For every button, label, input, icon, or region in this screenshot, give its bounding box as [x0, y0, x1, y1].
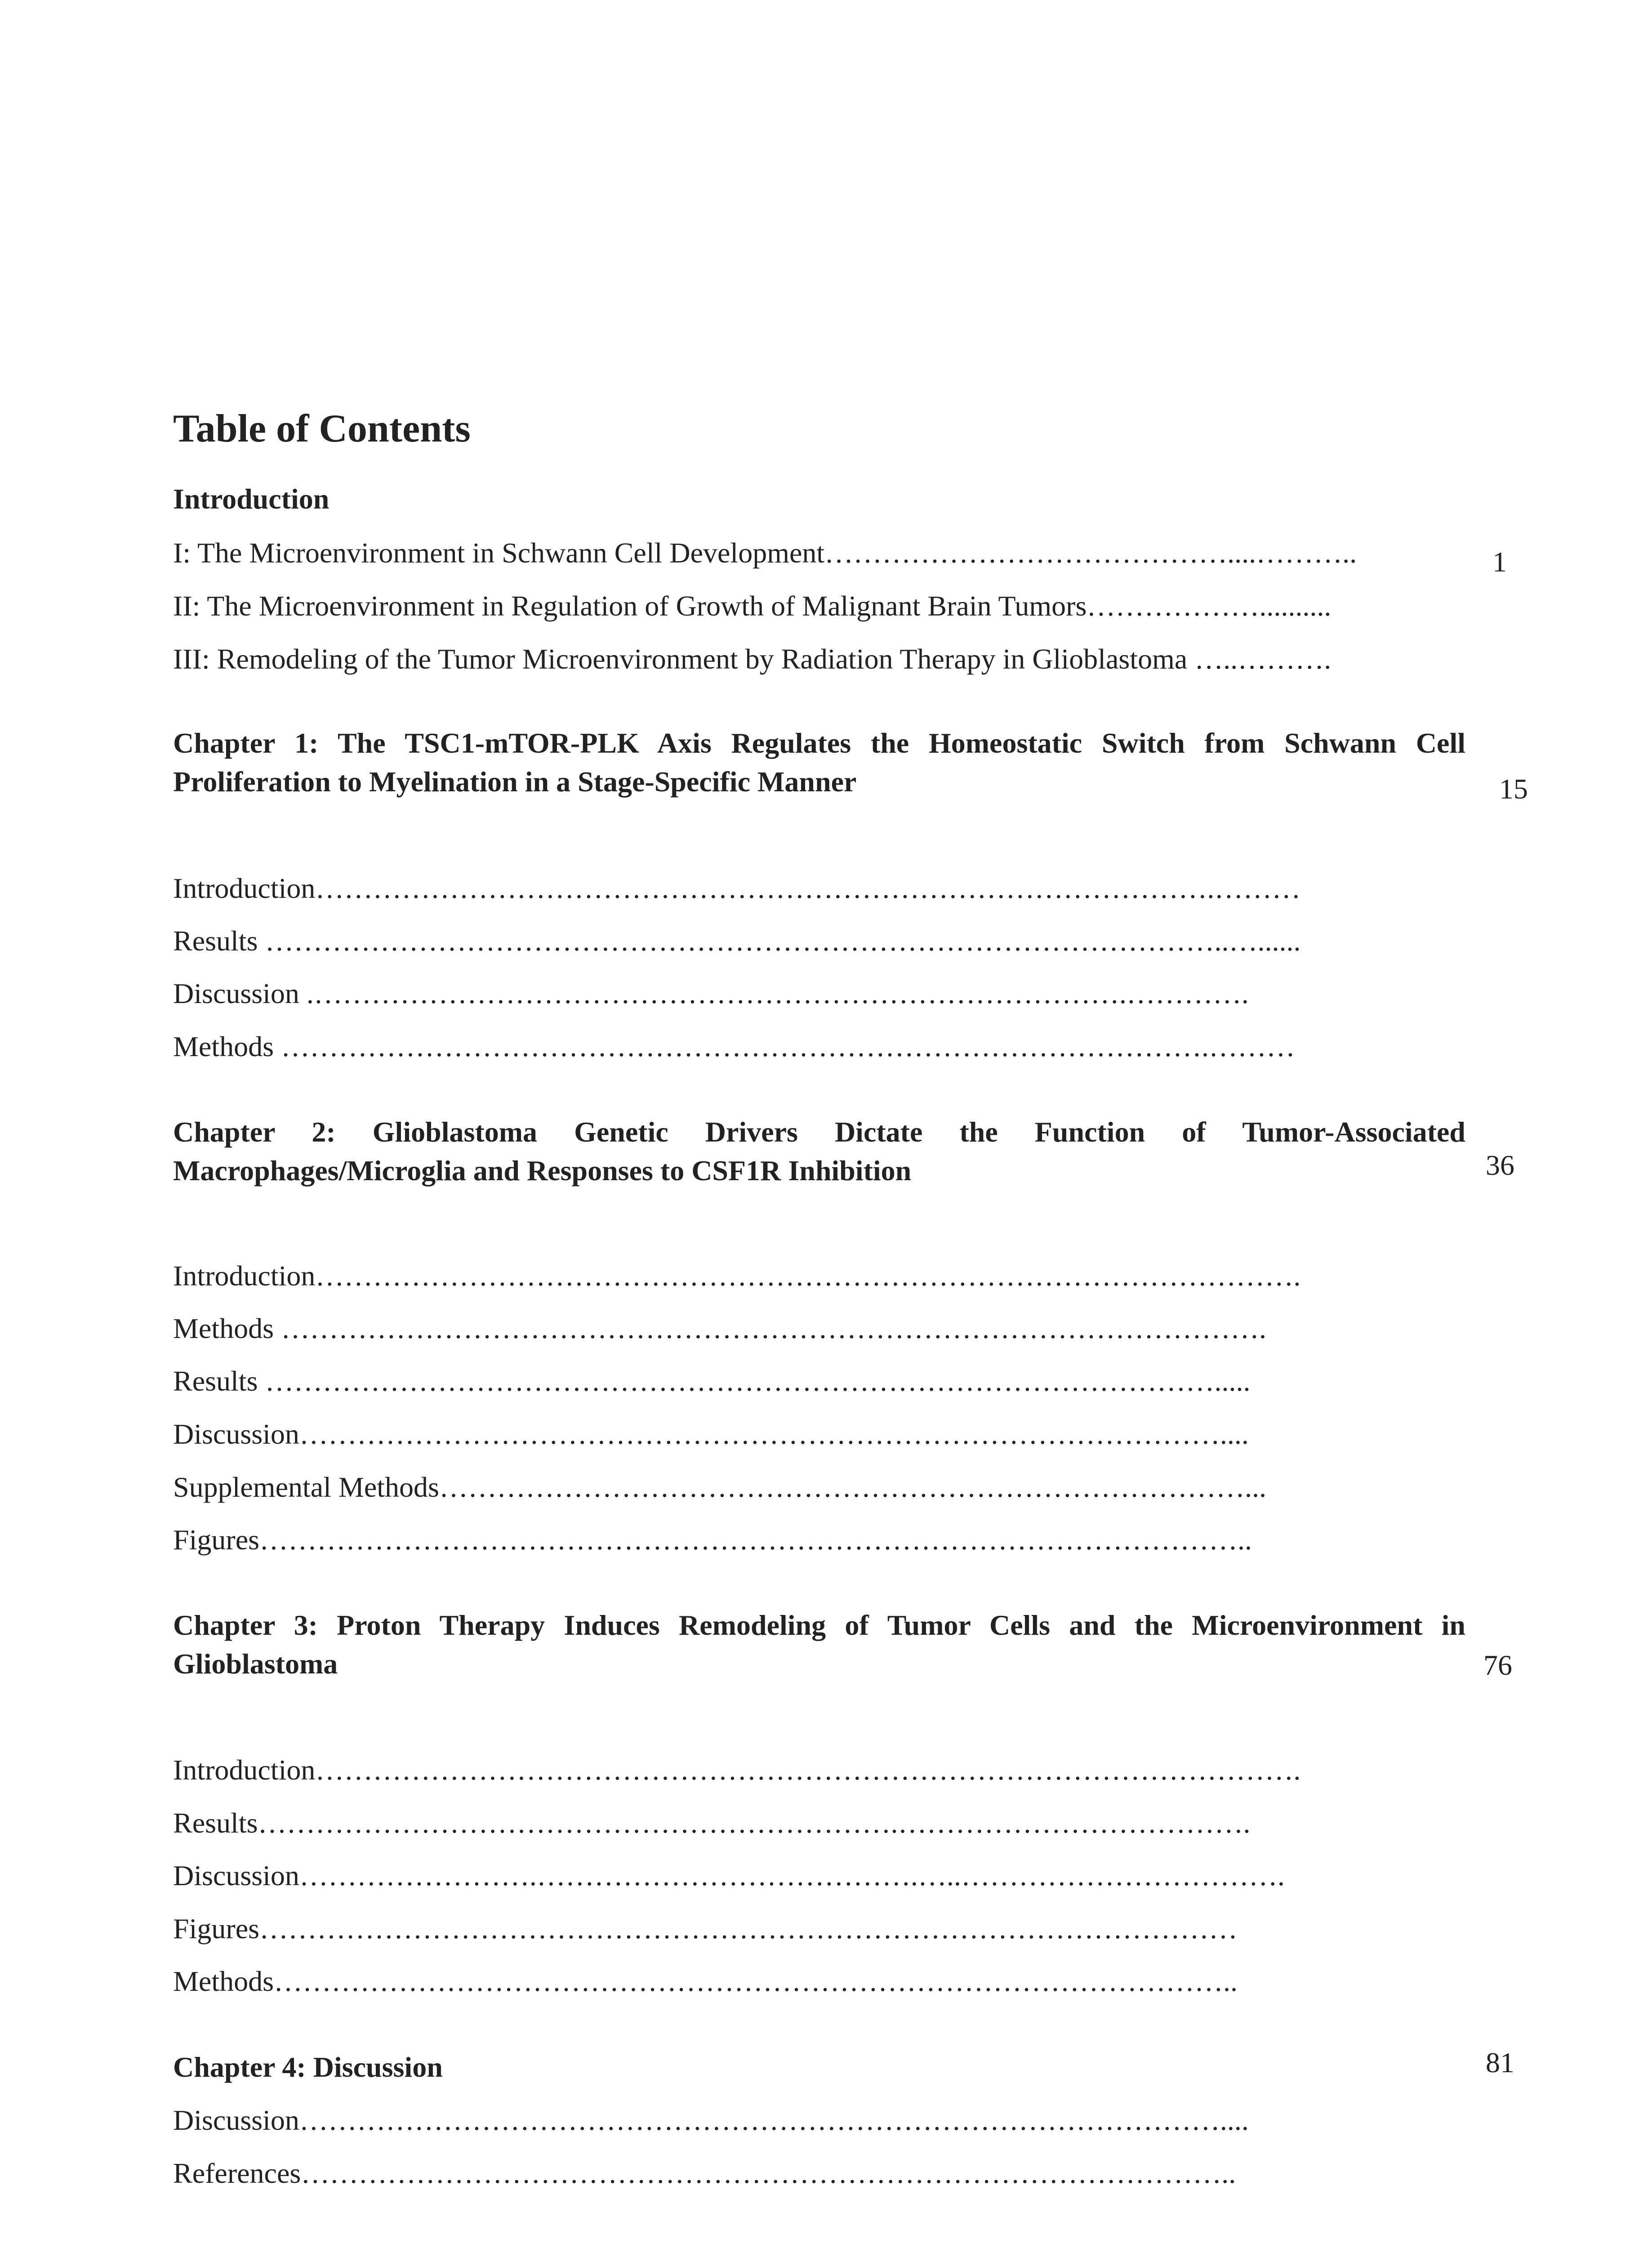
toc-entry: References……………………………………………………………………………………..: [173, 2157, 1236, 2189]
toc-entry: Discussion……………………………………………………………………………………....: [173, 1418, 1249, 1450]
toc-entry: Figures…………………………………………………………………………………………: [173, 1913, 1238, 1945]
chapter-heading: Chapter 3: Proton Therapy Induces Remodeling of Tumor Cells and the Microenvironment in Glioblastoma: [173, 1609, 1465, 1680]
page-number: 81: [1486, 2047, 1514, 2079]
toc-entry: Results ……………………………………………………………………………………….....: [173, 1365, 1251, 1397]
page-number: 76: [1483, 1649, 1512, 1681]
toc-entry: I: The Microenvironment in Schwann Cell Development……………………………………....………..: [173, 537, 1357, 569]
page-number: 15: [1499, 773, 1528, 805]
introduction-heading: Introduction: [173, 483, 330, 515]
toc-entry: Results ………………………………………………………………………………………..…......: [173, 925, 1301, 957]
chapter-heading: Chapter 4: Discussion: [173, 2051, 443, 2083]
toc-entry: Introduction………………………………………………………………………………….………: [173, 872, 1301, 904]
toc-entry: Figures…………………………………………………………………………………………..: [173, 1524, 1252, 1556]
page-title: Table of Contents: [173, 407, 471, 450]
toc-entry: Discussion .………………………………………………………………………….………….: [173, 977, 1249, 1009]
toc-entry: Discussion……………………………………………………………………………………....: [173, 2104, 1249, 2136]
toc-entry: Supplemental Methods…………………………………………………………………………...: [173, 1471, 1266, 1503]
toc-entry: II: The Microenvironment in Regulation of Growth of Malignant Brain Tumors………………..........: [173, 590, 1331, 622]
toc-entry: III: Remodeling of the Tumor Microenvironment by Radiation Therapy in Glioblastoma …..……….: [173, 643, 1331, 675]
toc-entry: Introduction………………………………………………………………………………………….: [173, 1754, 1301, 1786]
page-number: 1: [1492, 546, 1507, 578]
toc-entry: Introduction………………………………………………………………………………………….: [173, 1260, 1301, 1292]
toc-entry: Methods …………………………………………………………………………………….………: [173, 1030, 1295, 1062]
toc-entry: Discussion…………………….………………………………….…..…………………………….: [173, 1860, 1285, 1891]
toc-entry: Methods ………………………………………………………………………………………….: [173, 1312, 1266, 1344]
toc-entry: Results………………………………………………………….……………………………….: [173, 1807, 1251, 1839]
toc-entry: Methods………………………………………………………………………………………..: [173, 1965, 1238, 1997]
page-number: 36: [1486, 1149, 1514, 1181]
chapter-heading: Chapter 1: The TSC1-mTOR-PLK Axis Regulates the Homeostatic Switch from Schwann Cell Proliferation to Myelination in a Stage-Specific Manner: [173, 727, 1465, 798]
chapter-heading: Chapter 2: Glioblastoma Genetic Drivers Dictate the Function of Tumor-Associated Macrophages/Microglia and Responses to CSF1R Inhibition: [173, 1116, 1465, 1186]
